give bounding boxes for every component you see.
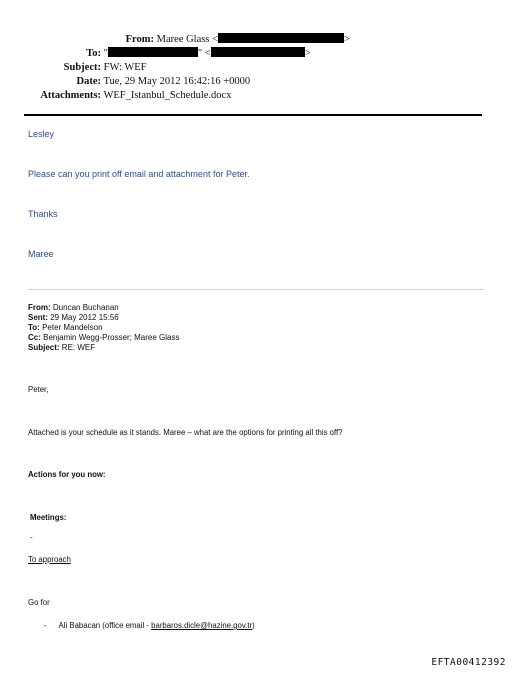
header-to-row — [30, 47, 311, 60]
go-for: Go for — [28, 598, 50, 607]
signoff: Maree — [28, 249, 54, 259]
attachments-value: WEF_Istanbul_Schedule.docx — [103, 90, 232, 101]
body-paragraph: Attached is your schedule as it stands. Maree – what are the options for printing all this off? — [28, 428, 343, 437]
header-date-row — [30, 75, 250, 88]
orig-from-row — [28, 303, 119, 313]
header-divider — [24, 114, 482, 116]
greeting: Lesley — [28, 129, 55, 139]
actions-heading: Actions for you now: — [28, 470, 106, 479]
orig-from-label: From: — [28, 303, 51, 312]
orig-to-row — [28, 323, 103, 333]
date-label: Date: — [76, 76, 101, 87]
orig-cc-label: Cc: — [28, 333, 41, 342]
email-link[interactable]: barbaros.dicle@hazine.gov.tr — [151, 621, 253, 630]
from-label: From: — [125, 34, 154, 45]
from-tail: > — [343, 34, 350, 45]
orig-to-label: To: — [28, 323, 40, 332]
document-id: EFTA00412392 — [431, 657, 506, 668]
orig-sent-label: Sent: — [28, 313, 48, 322]
to-approach-heading: To approach — [28, 555, 71, 564]
salutation: Peter, — [28, 385, 49, 394]
meetings-heading: Meetings: — [30, 513, 67, 522]
orig-from-value: Duncan Buchanan — [52, 303, 119, 312]
orig-to-value: Peter Mandelson — [42, 323, 103, 332]
dash-marker: - — [30, 533, 33, 542]
quote-divider — [28, 289, 484, 290]
from-value: Maree Glass < — [156, 34, 218, 45]
to-label: To: — [86, 48, 101, 59]
subject-label: Subject: — [63, 62, 101, 73]
orig-cc-value: Benjamin Wegg-Prosser; Maree Glass — [43, 333, 180, 342]
redaction-bar — [108, 47, 198, 57]
orig-subject-row — [28, 343, 95, 353]
orig-sent-row — [28, 313, 119, 323]
orig-subject-value: RE: WEF — [61, 343, 96, 352]
header-subject-row — [30, 61, 147, 74]
orig-subject-label: Subject: — [28, 343, 60, 352]
redaction-bar — [211, 47, 305, 57]
header-from-row — [30, 33, 350, 46]
attachments-label: Attachments: — [40, 90, 101, 101]
list-item — [44, 621, 255, 630]
header-attachments-row — [30, 89, 231, 102]
bullet-dash: - — [44, 621, 47, 630]
to-mid: " < — [197, 48, 211, 59]
orig-cc-row — [28, 333, 179, 343]
subject-value: FW: WEF — [103, 62, 147, 73]
thanks: Thanks — [28, 209, 58, 219]
to-tail: > — [304, 48, 311, 59]
item-text: Ali Babacan (office email - — [58, 621, 152, 630]
item-close: ) — [252, 621, 255, 630]
message-line: Please can you print off email and attachment for Peter. — [28, 169, 250, 179]
date-value: Tue, 29 May 2012 16:42:16 +0000 — [103, 76, 251, 87]
orig-sent-value: 29 May 2012 15:56 — [50, 313, 119, 322]
redaction-bar — [218, 33, 344, 43]
to-value: " — [103, 48, 108, 59]
